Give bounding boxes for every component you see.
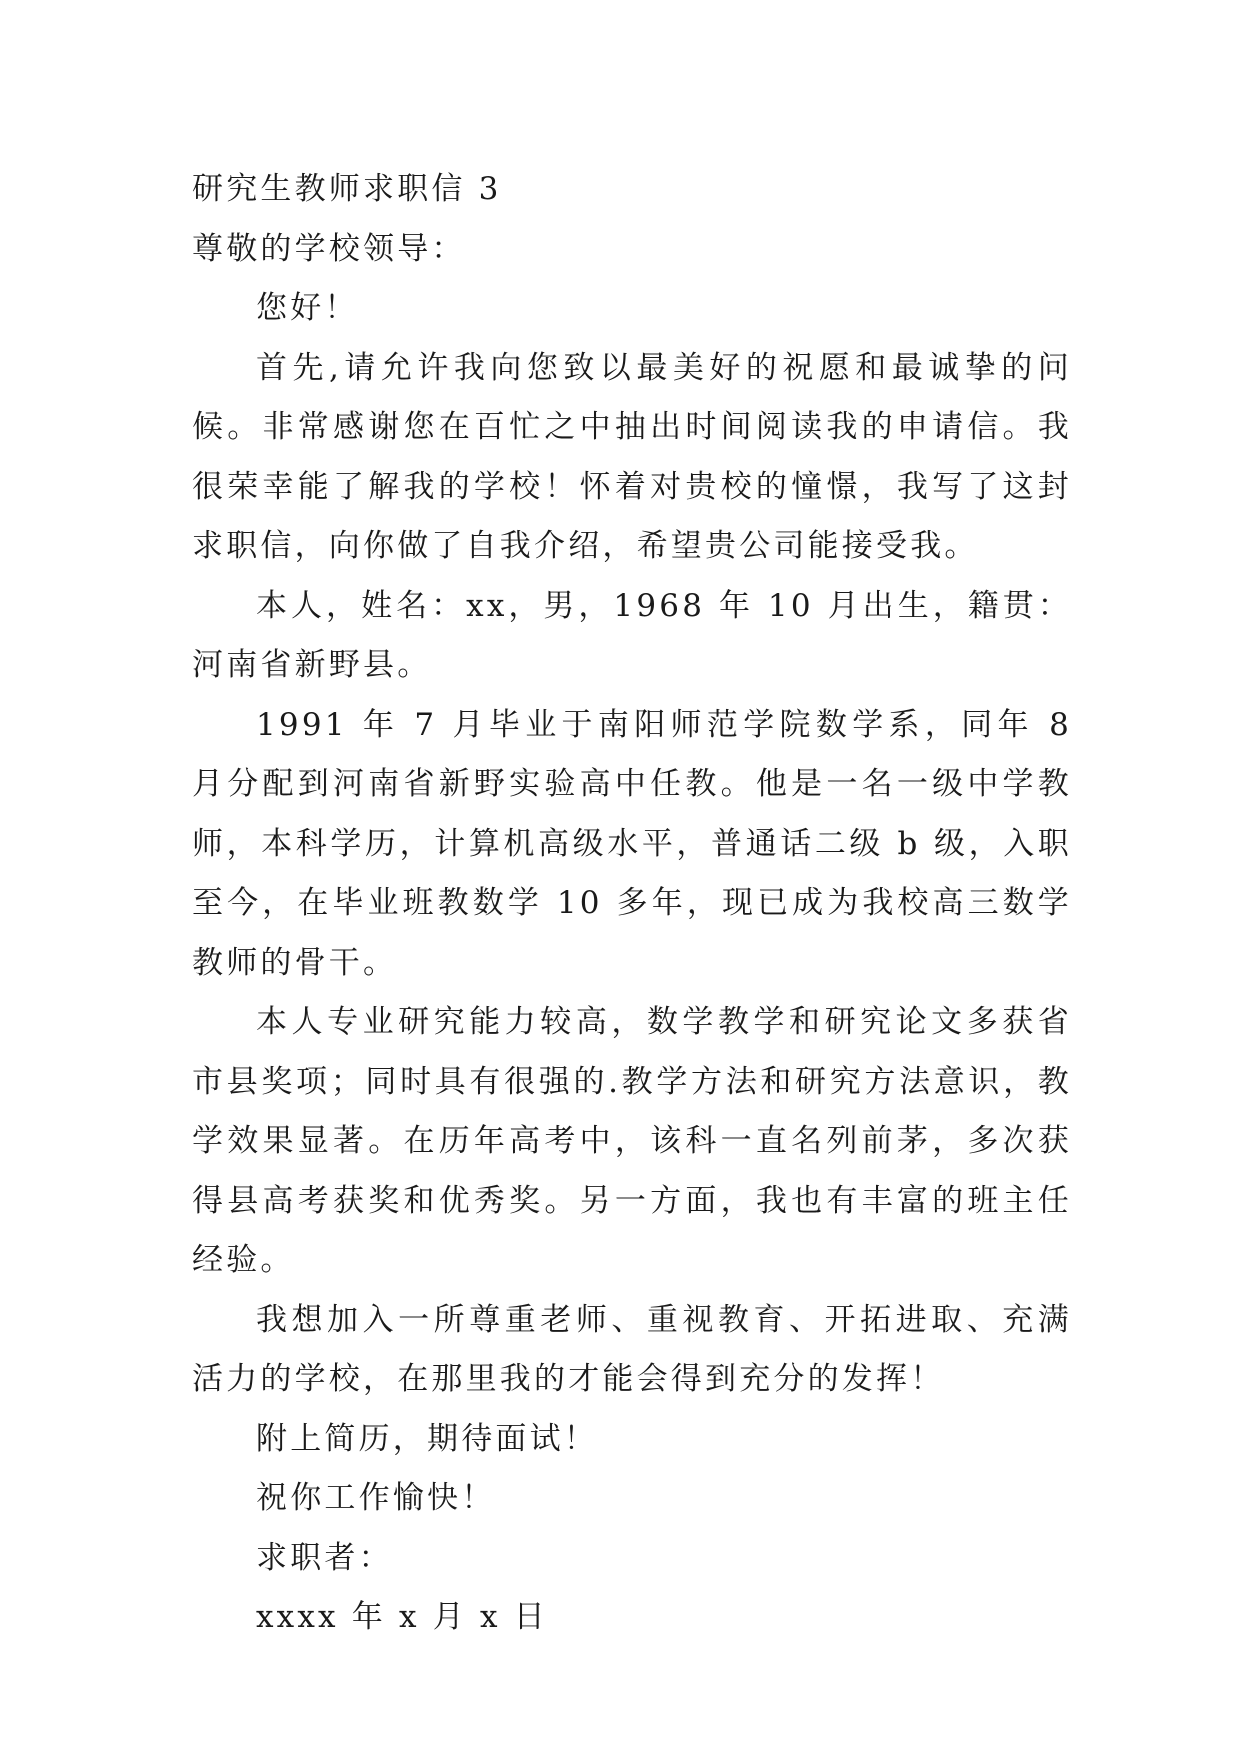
paragraph-aspiration: 我想加入一所尊重老师、重视教育、开拓进取、充满活力的学校，在那里我的才能会得到充分的发挥！ [192, 1301, 1072, 1397]
paragraph-career: 1991 年 7 月毕业于南阳师范学院数学系，同年 8 月分配到河南省新野实验高中任教。他是一名一级中学教师，本科学历，计算机高级水平，普通话二级 b 级，入职至今，在毕业班教数学 10 多年，现已成为我校高三数学教师的骨干。 [192, 706, 1072, 981]
paragraph-achievements: 本人专业研究能力较高，数学教学和研究论文多获省市县奖项；同时具有很强的.教学方法和研究方法意识，教学效果显著。在历年高考中，该科一直名列前茅，多次获得县高考获奖和优秀奖。另一方面，我也有丰富的班主任经验。 [192, 1004, 1072, 1278]
closing-wish: 祝你工作愉快！ [256, 1480, 496, 1516]
greeting: 您好！ [256, 290, 359, 326]
paragraph-intro: 首先,请允许我向您致以最美好的祝愿和最诚挚的问候。非常感谢您在百忙之中抽出时间阅读我的申请信。我很荣幸能了解我的学校！怀着对贵校的憧憬，我写了这封求职信，向你做了自我介绍，希望贵公司能接受我。 [192, 349, 1072, 564]
paragraph-personal-info: 本人，姓名：xx，男，1968 年 10 月出生，籍贯：河南省新野县。 [192, 587, 1072, 683]
letter-title: 研究生教师求职信 3 [192, 171, 502, 207]
salutation: 尊敬的学校领导： [192, 230, 466, 267]
signature-label: 求职者： [256, 1539, 393, 1576]
letter-body [192, 160, 1072, 1648]
date-line: xxxx 年 x 月 x 日 [256, 1599, 548, 1635]
resume-note: 附上简历，期待面试！ [256, 1420, 598, 1457]
